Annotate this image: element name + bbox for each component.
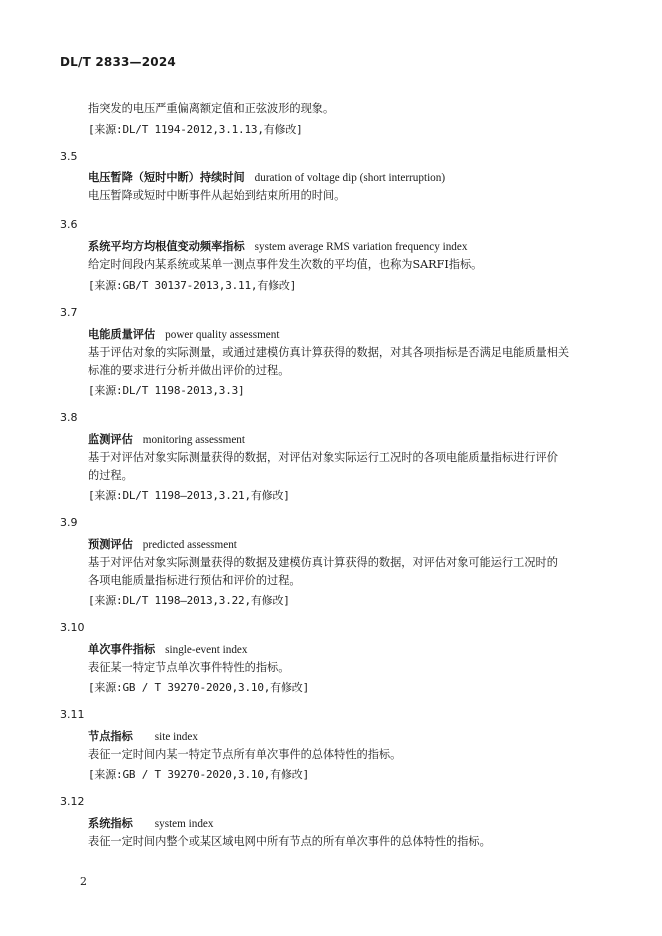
term-3-6	[88, 240, 467, 254]
clause-number-3-5: 3.5	[60, 150, 78, 163]
clause-number-3-7: 3.7	[60, 306, 78, 319]
term-3-9-zh: 预测评估	[88, 538, 133, 551]
term-3-11-en: site index	[154, 731, 198, 743]
definition-3-9-line2: 各项电能质量指标进行预估和评价的过程。	[88, 574, 301, 587]
term-3-12-zh: 系统指标	[88, 817, 133, 830]
clause-number-3-9: 3.9	[60, 516, 78, 529]
term-3-5-zh: 电压暂降（短时中断）持续时间	[88, 171, 245, 184]
definition-3-6: 给定时间段内某系统或某单一测点事件发生次数的平均值，也称为SARFI指标。	[88, 258, 483, 271]
definition-3-8-line1: 基于对评估对象实际测量获得的数据，对评估对象实际运行工况时的各项电能质量指标进行评价	[88, 451, 558, 464]
definition-3-7-line2: 标准的要求进行分析并做出评价的过程。	[88, 364, 290, 377]
source-3-10: [来源:GB / T 39270-2020,3.10,有修改]	[88, 681, 309, 694]
clause-number-3-12: 3.12	[60, 795, 85, 808]
intro-source: [来源:DL/T 1194-2012,3.1.13,有修改]	[88, 123, 303, 136]
term-3-11-zh: 节点指标	[88, 730, 133, 743]
definition-3-11: 表征一定时间内某一特定节点所有单次事件的总体特性的指标。	[88, 748, 402, 761]
clause-number-3-10: 3.10	[60, 621, 85, 634]
definition-3-10: 表征某一特定节点单次事件特性的指标。	[88, 661, 290, 674]
term-3-8-en: monitoring assessment	[142, 434, 245, 446]
clause-number-3-8: 3.8	[60, 411, 78, 424]
term-3-12-en: system index	[154, 818, 214, 830]
term-3-8-zh: 监测评估	[88, 433, 133, 446]
term-3-5-en: duration of voltage dip (short interruption)	[254, 172, 446, 184]
term-3-10	[88, 643, 247, 657]
clause-number-3-6: 3.6	[60, 218, 78, 231]
term-3-6-zh: 系统平均方均根值变动频率指标	[88, 240, 245, 253]
page-number: 2	[80, 875, 87, 888]
definition-3-8-line2: 的过程。	[88, 469, 133, 482]
source-3-7: [来源:DL/T 1198-2013,3.3]	[88, 384, 245, 397]
definition-3-12: 表征一定时间内整个或某区域电网中所有节点的所有单次事件的总体特性的指标。	[88, 835, 491, 848]
source-3-8: [来源:DL/T 1198—2013,3.21,有修改]	[88, 489, 290, 502]
definition-3-7-line1: 基于评估对象的实际测量，或通过建模仿真计算获得的数据，对其各项指标是否满足电能质量相关	[88, 346, 570, 359]
term-3-6-en: system average RMS variation frequency index	[254, 241, 468, 253]
term-3-5	[88, 171, 445, 185]
source-3-11: [来源:GB / T 39270-2020,3.10,有修改]	[88, 768, 309, 781]
term-3-7	[88, 328, 279, 342]
term-3-7-en: power quality assessment	[165, 329, 280, 341]
term-3-12	[88, 817, 214, 831]
source-3-6: [来源:GB/T 30137-2013,3.11,有修改]	[88, 279, 297, 292]
definition-3-9-line1: 基于对评估对象实际测量获得的数据及建模仿真计算获得的数据，对评估对象可能运行工况时的	[88, 556, 558, 569]
term-3-8	[88, 433, 245, 447]
term-3-9-en: predicted assessment	[142, 539, 237, 551]
term-3-10-zh: 单次事件指标	[88, 643, 156, 656]
term-3-10-en: single-event index	[165, 644, 248, 656]
term-3-11	[88, 730, 198, 744]
definition-3-5: 电压暂降或短时中断事件从起始到结束所用的时间。	[88, 189, 346, 202]
term-3-7-zh: 电能质量评估	[88, 328, 156, 341]
intro-definition: 指突发的电压严重偏离额定值和正弦波形的现象。	[88, 102, 335, 115]
document-code-header: DL/T 2833—2024	[60, 55, 176, 69]
clause-number-3-11: 3.11	[60, 708, 85, 721]
term-3-9	[88, 538, 237, 552]
source-3-9: [来源:DL/T 1198—2013,3.22,有修改]	[88, 594, 290, 607]
